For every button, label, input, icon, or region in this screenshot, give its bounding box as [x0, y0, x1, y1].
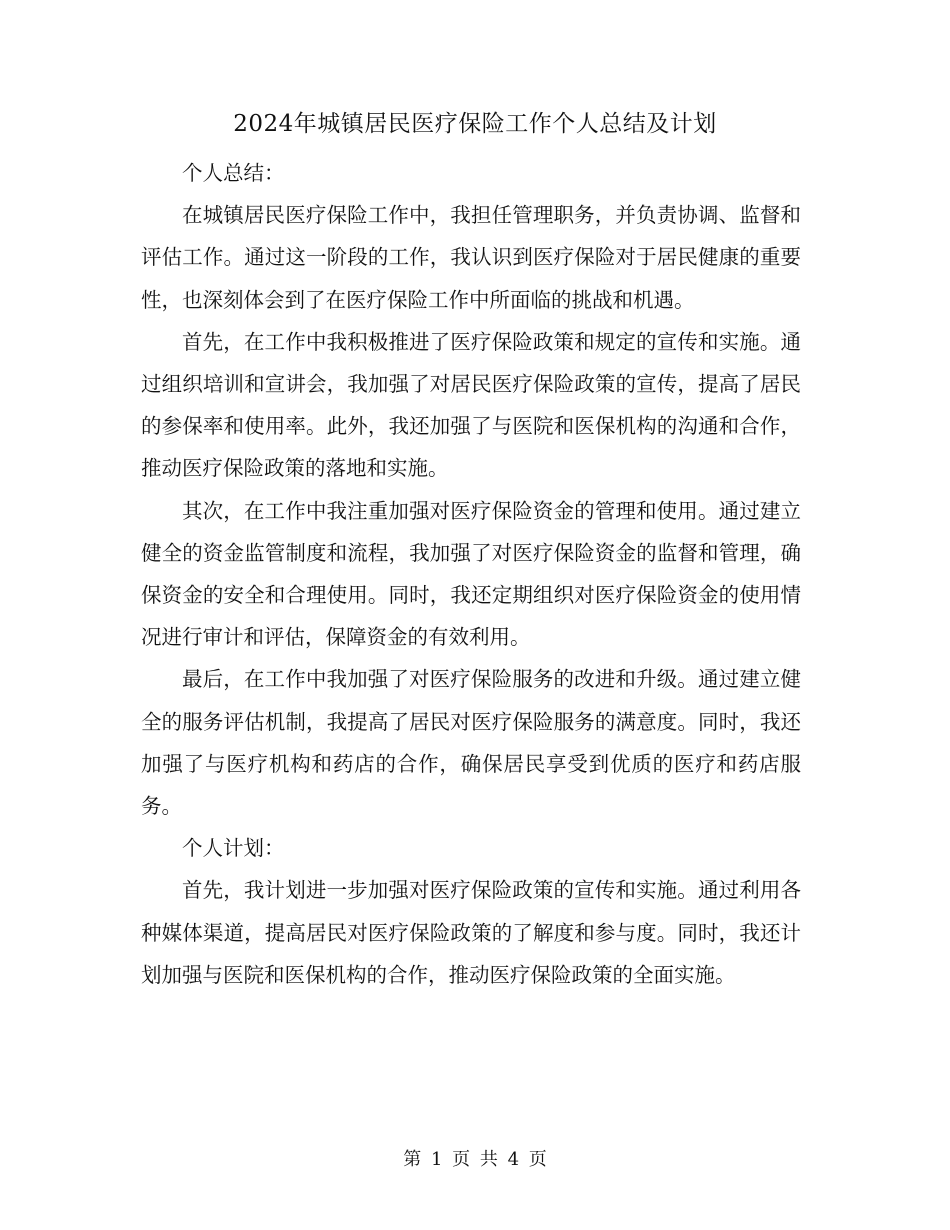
document-body	[141, 152, 801, 996]
section-heading-plan: 个人计划：	[182, 836, 285, 861]
section-heading-summary: 个人总结：	[182, 161, 285, 185]
body-paragraph: 首先，在工作中我积极推进了医疗保险政策和规定的宣传和实施。通过组织培训和宣讲会，我加强了对居民医疗保险政策的宣传，提高了居民的参保率和使用率。此外，我还加强了与医院和医保机构的沟通和合作，推动医疗保险政策的落地和实施。	[141, 329, 801, 481]
page-number-footer: 第 1 页 共 4 页	[403, 1149, 547, 1170]
body-paragraph: 在城镇居民医疗保险工作中，我担任管理职务，并负责协调、监督和评估工作。通过这一阶段的工作，我认识到医疗保险对于居民健康的重要性，也深刻体会到了在医疗保险工作中所面临的挑战和机遇。	[141, 203, 801, 312]
body-paragraph: 最后，在工作中我加强了对医疗保险服务的改进和升级。通过建立健全的服务评估机制，我提高了居民对医疗保险服务的满意度。同时，我还加强了与医疗机构和药店的合作，确保居民享受到优质的医疗和药店服务。	[141, 667, 801, 819]
body-paragraph: 其次，在工作中我注重加强对医疗保险资金的管理和使用。通过建立健全的资金监管制度和流程，我加强了对医疗保险资金的监督和管理，确保资金的安全和合理使用。同时，我还定期组织对医疗保险资金的使用情况进行审计和评估，保障资金的有效利用。	[141, 498, 801, 650]
document-title: 2024年城镇居民医疗保险工作个人总结及计划	[233, 111, 717, 137]
body-paragraph: 首先，我计划进一步加强对医疗保险政策的宣传和实施。通过利用各种媒体渠道，提高居民对医疗保险政策的了解度和参与度。同时，我还计划加强与医院和医保机构的合作，推动医疗保险政策的全面实施。	[141, 878, 801, 987]
